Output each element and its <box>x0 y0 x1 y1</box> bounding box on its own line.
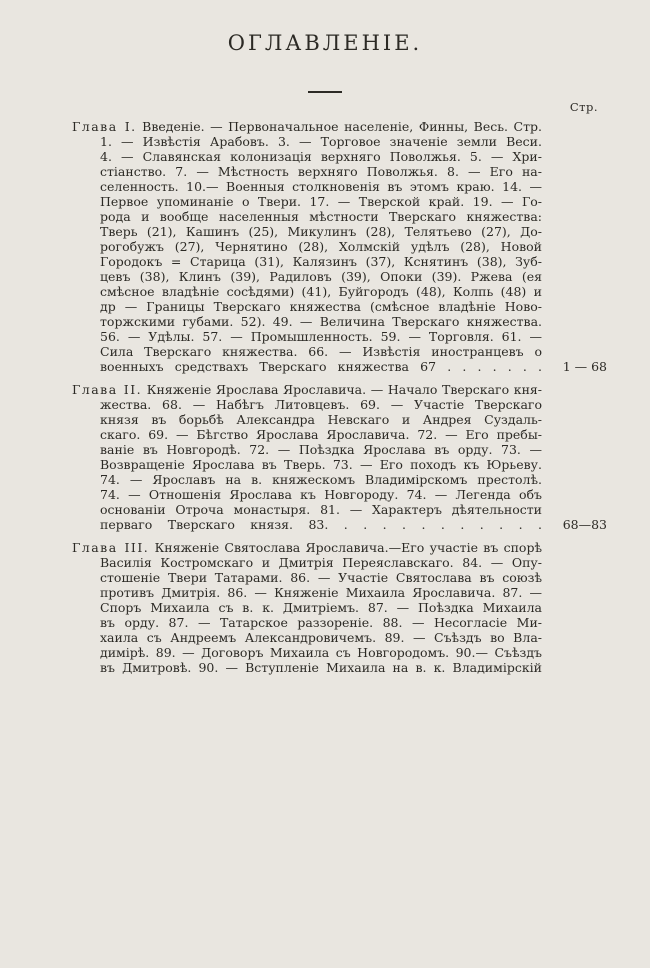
toc-line: 74. — Ярославъ на в. княжескомъ Владимірскомъ престолѣ. <box>100 472 542 487</box>
toc-line: селенность. 10.— Военныя столкновенія въ этомъ краю. 14. — <box>100 179 542 194</box>
toc-entry <box>72 119 607 374</box>
toc-line: хаила съ Андреемъ Александровичемъ. 89. — Съѣздъ во Вла- <box>100 630 542 645</box>
toc-line: князя въ борьбѣ Александра Невскаго и Андрея Суздаль- <box>100 412 542 427</box>
toc-line: Глава III. Княженіе Святослава Ярославича.—Его участіе въ спорѣ <box>72 540 542 555</box>
toc-line: рогобужъ (27), Чернятино (28), Холмскій удѣлъ (28), Новой <box>100 239 542 254</box>
toc-line: др — Границы Тверскаго княжества (смѣсное владѣніе Ново- <box>100 299 542 314</box>
toc-line: димірѣ. 89. — Договоръ Михаила съ Новгородомъ. 90.— Съѣздъ <box>100 645 542 660</box>
toc-line: основаніи Отроча монастыря. 81. — Характеръ дѣятельности <box>100 502 542 517</box>
toc-entry-text <box>72 382 542 532</box>
toc-line: Глава I. Введеніе. — Первоначальное населеніе, Финны, Весь. Стр. <box>72 119 543 134</box>
toc-line: Первое упоминаніе о Твери. 17. — Тверской край. 19. — Го- <box>100 194 542 209</box>
toc-line: Глава II. Княженіе Ярослава Ярославича. — Начало Тверскаго кня- <box>72 382 543 397</box>
toc-line: противъ Дмитрія. 86. — Княженіе Михаила Ярославича. 87. — <box>100 585 542 600</box>
chapter-label: Глава II. <box>72 382 143 397</box>
toc-line: стошеніе Твери Татарами. 86. — Участіе Святослава въ союзѣ <box>100 570 542 585</box>
toc-line: цевъ (38), Клинъ (39), Радиловъ (39), Опоки (39). Ржева (ея <box>100 269 542 284</box>
pages-column-header: Стр. <box>569 100 598 114</box>
page-title: ОГЛАВЛЕНІЕ. <box>227 31 423 55</box>
toc-line: рода и вообще населенныя мѣстности Тверскаго княжества: <box>100 209 542 224</box>
toc-line: стіанство. 7. — Мѣстность верхняго Поволжья. 8. — Его на- <box>100 164 542 179</box>
toc-line: ваніе въ Новгородѣ. 72. — Поѣздка Ярослава въ орду. 73. — <box>100 442 542 457</box>
chapter-label: Глава III. <box>72 540 150 555</box>
toc-line: смѣсное владѣніе сосѣдями) (41), Буйгородъ (48), Колпь (48) и <box>100 284 542 299</box>
toc-line: въ орду. 87. — Татарское раззореніе. 88. — Несогласіе Ми- <box>100 615 542 630</box>
toc-line: скаго. 69. — Бѣгство Ярослава Ярославича. 72. — Его пребы- <box>100 427 542 442</box>
toc-line: въ Дмитровѣ. 90. — Вступленіе Михаила на в. к. Владимірскій <box>100 660 542 675</box>
toc-line: Городокъ = Старица (31), Калязинъ (37), Кснятинъ (38), Зуб- <box>100 254 542 269</box>
chapter-label: Глава I. <box>72 119 137 134</box>
toc-entry-text <box>72 119 542 374</box>
toc-line: Споръ Михаила съ в. к. Дмитріемъ. 87. — Поѣздка Михаила <box>100 600 542 615</box>
toc-line: 4. — Славянская колонизація верхняго Поволжья. 5. — Хри- <box>100 149 542 164</box>
toc-line: 56. — Удѣлы. 57. — Промышленность. 59. — Торговля. 61. — <box>100 329 542 344</box>
toc-line: 74. — Отношенія Ярослава къ Новгороду. 74. — Легенда объ <box>100 487 542 502</box>
toc-line: Тверь (21), Кашинъ (25), Микулинъ (28), Телятьево (27), До- <box>100 224 542 239</box>
toc <box>72 119 607 675</box>
toc-entry-text <box>72 540 542 675</box>
toc-entry <box>72 382 607 532</box>
toc-line: 1. — Извѣстія Арабовъ. 3. — Торговое значеніе земли Веси. <box>100 134 542 149</box>
toc-entry <box>72 540 607 675</box>
toc-line: Возвращеніе Ярослава въ Тверь. 73. — Его походъ къ Юрьеву. <box>100 457 542 472</box>
toc-line: перваго Тверскаго князя. 83. . . . . . . . . . . . <box>100 517 542 532</box>
page-range: 68—83 <box>562 517 607 532</box>
title-divider <box>308 91 342 93</box>
toc-line: военныхъ средствахъ Тверскаго княжества 67 . . . . . . . <box>100 359 542 374</box>
toc-line: жества. 68. — Набѣгъ Литовцевъ. 69. — Участіе Тверскаго <box>100 397 542 412</box>
toc-line: Василія Костромскаго и Дмитрія Переяславскаго. 84. — Опу- <box>100 555 542 570</box>
toc-line: торжскими губами. 52). 49. — Величина Тверскаго княжества. <box>100 314 542 329</box>
page-range: 1 — 68 <box>562 359 607 374</box>
toc-line: Сила Тверскаго княжества. 66. — Извѣстія иностранцевъ о <box>100 344 542 359</box>
